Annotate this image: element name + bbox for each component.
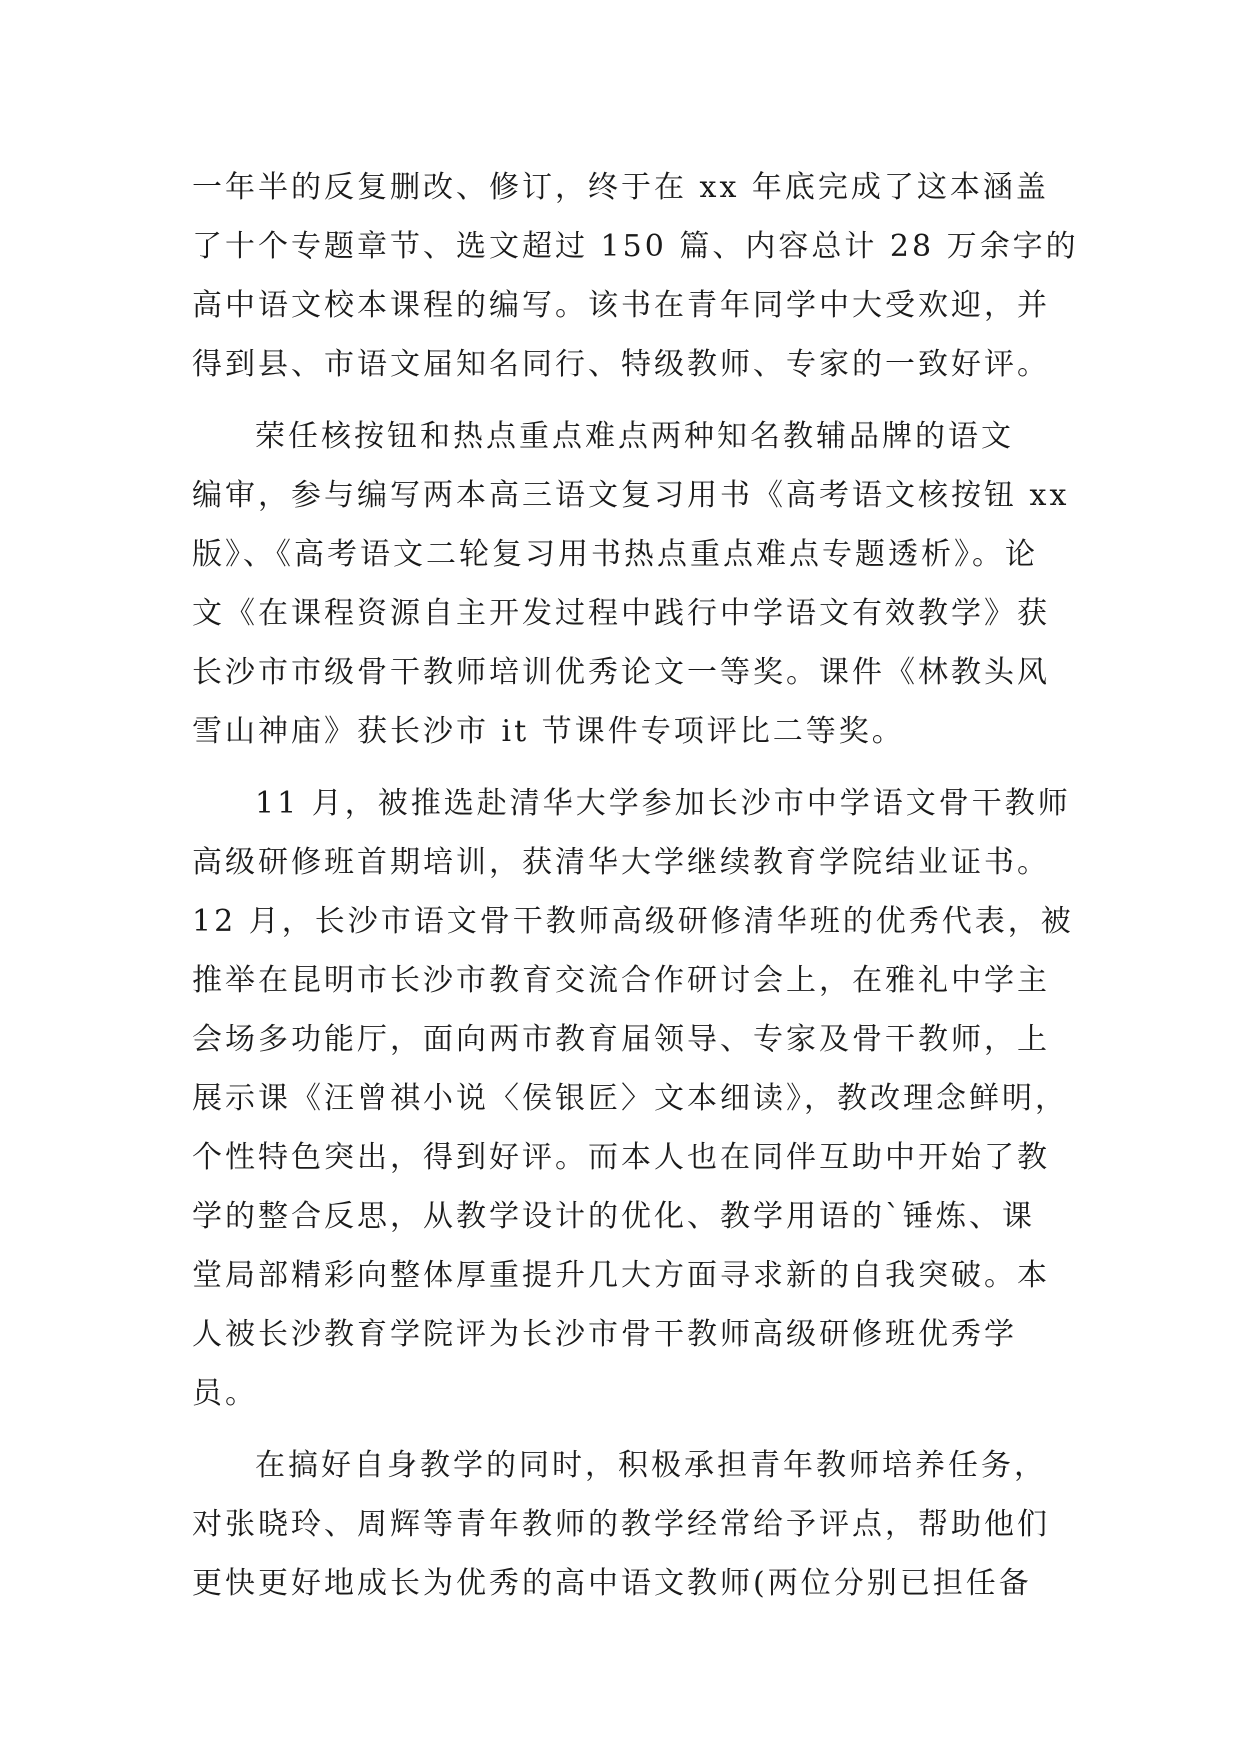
text-line: 编审，参与编写两本高三语文复习用书《高考语文核按钮 xx <box>192 478 1070 513</box>
text-line: 荣任核按钮和热点重点难点两种知名教辅品牌的语文 <box>255 419 1014 454</box>
text-line: 会场多功能厅，面向两市教育届领导、专家及骨干教师，上 <box>192 1022 1050 1057</box>
text-line: 学的整合反思，从教学设计的优化、教学用语的`锤炼、课 <box>192 1199 1035 1234</box>
text-line: 高级研修班首期培训，获清华大学继续教育学院结业证书。 <box>192 845 1050 880</box>
paragraph-1 <box>192 158 1079 394</box>
text-line: 员。 <box>192 1376 258 1411</box>
paragraph-gap <box>192 394 1072 407</box>
text-line: 推举在昆明市长沙市教育交流合作研讨会上，在雅礼中学主 <box>192 963 1050 998</box>
text-line: 人被长沙教育学院评为长沙市骨干教师高级研修班优秀学 <box>192 1317 1017 1352</box>
text-line: 雪山神庙》获长沙市 it 节课件专项评比二等奖。 <box>192 714 905 749</box>
text-line: 12 月，长沙市语文骨干教师高级研修清华班的优秀代表，被 <box>192 904 1074 939</box>
paragraph-gap <box>192 761 1072 774</box>
text-line: 得到县、市语文届知名同行、特级教师、专家的一致好评。 <box>192 347 1050 382</box>
text-line: 更快更好地成长为优秀的高中语文教师(两位分别已担任备 <box>192 1566 1032 1601</box>
text-line: 文《在课程资源自主开发过程中践行中学语文有效教学》获 <box>192 596 1050 631</box>
text-line: 高中语文校本课程的编写。该书在青年同学中大受欢迎，并 <box>192 288 1050 323</box>
text-line: 对张晓玲、周辉等青年教师的教学经常给予评点，帮助他们 <box>192 1507 1050 1542</box>
paragraph-4 <box>192 1436 1072 1613</box>
text-line: 11 月，被推选赴清华大学参加长沙市中学语文骨干教师 <box>255 786 1071 821</box>
paragraph-gap <box>192 1423 1072 1436</box>
paragraph-3 <box>192 774 1072 1423</box>
text-line: 展示课《汪曾祺小说〈侯银匠〉文本细读》，教改理念鲜明， <box>192 1081 1068 1116</box>
paragraph-2 <box>192 407 1072 761</box>
document-body <box>192 158 1079 1613</box>
text-line: 长沙市市级骨干教师培训优秀论文一等奖。课件《林教头风 <box>192 655 1050 690</box>
text-line: 堂局部精彩向整体厚重提升几大方面寻求新的自我突破。本 <box>192 1258 1050 1293</box>
text-line: 版》、《高考语文二轮复习用书热点重点难点专题透析》。论 <box>192 537 1038 572</box>
text-line: 个性特色突出，得到好评。而本人也在同伴互助中开始了教 <box>192 1140 1050 1175</box>
text-line: 了十个专题章节、选文超过 150 篇、内容总计 28 万余字的 <box>192 229 1079 264</box>
text-line: 一年半的反复删改、修订，终于在 xx 年底完成了这本涵盖 <box>192 170 1049 205</box>
text-line: 在搞好自身教学的同时，积极承担青年教师培养任务， <box>255 1448 1047 1483</box>
